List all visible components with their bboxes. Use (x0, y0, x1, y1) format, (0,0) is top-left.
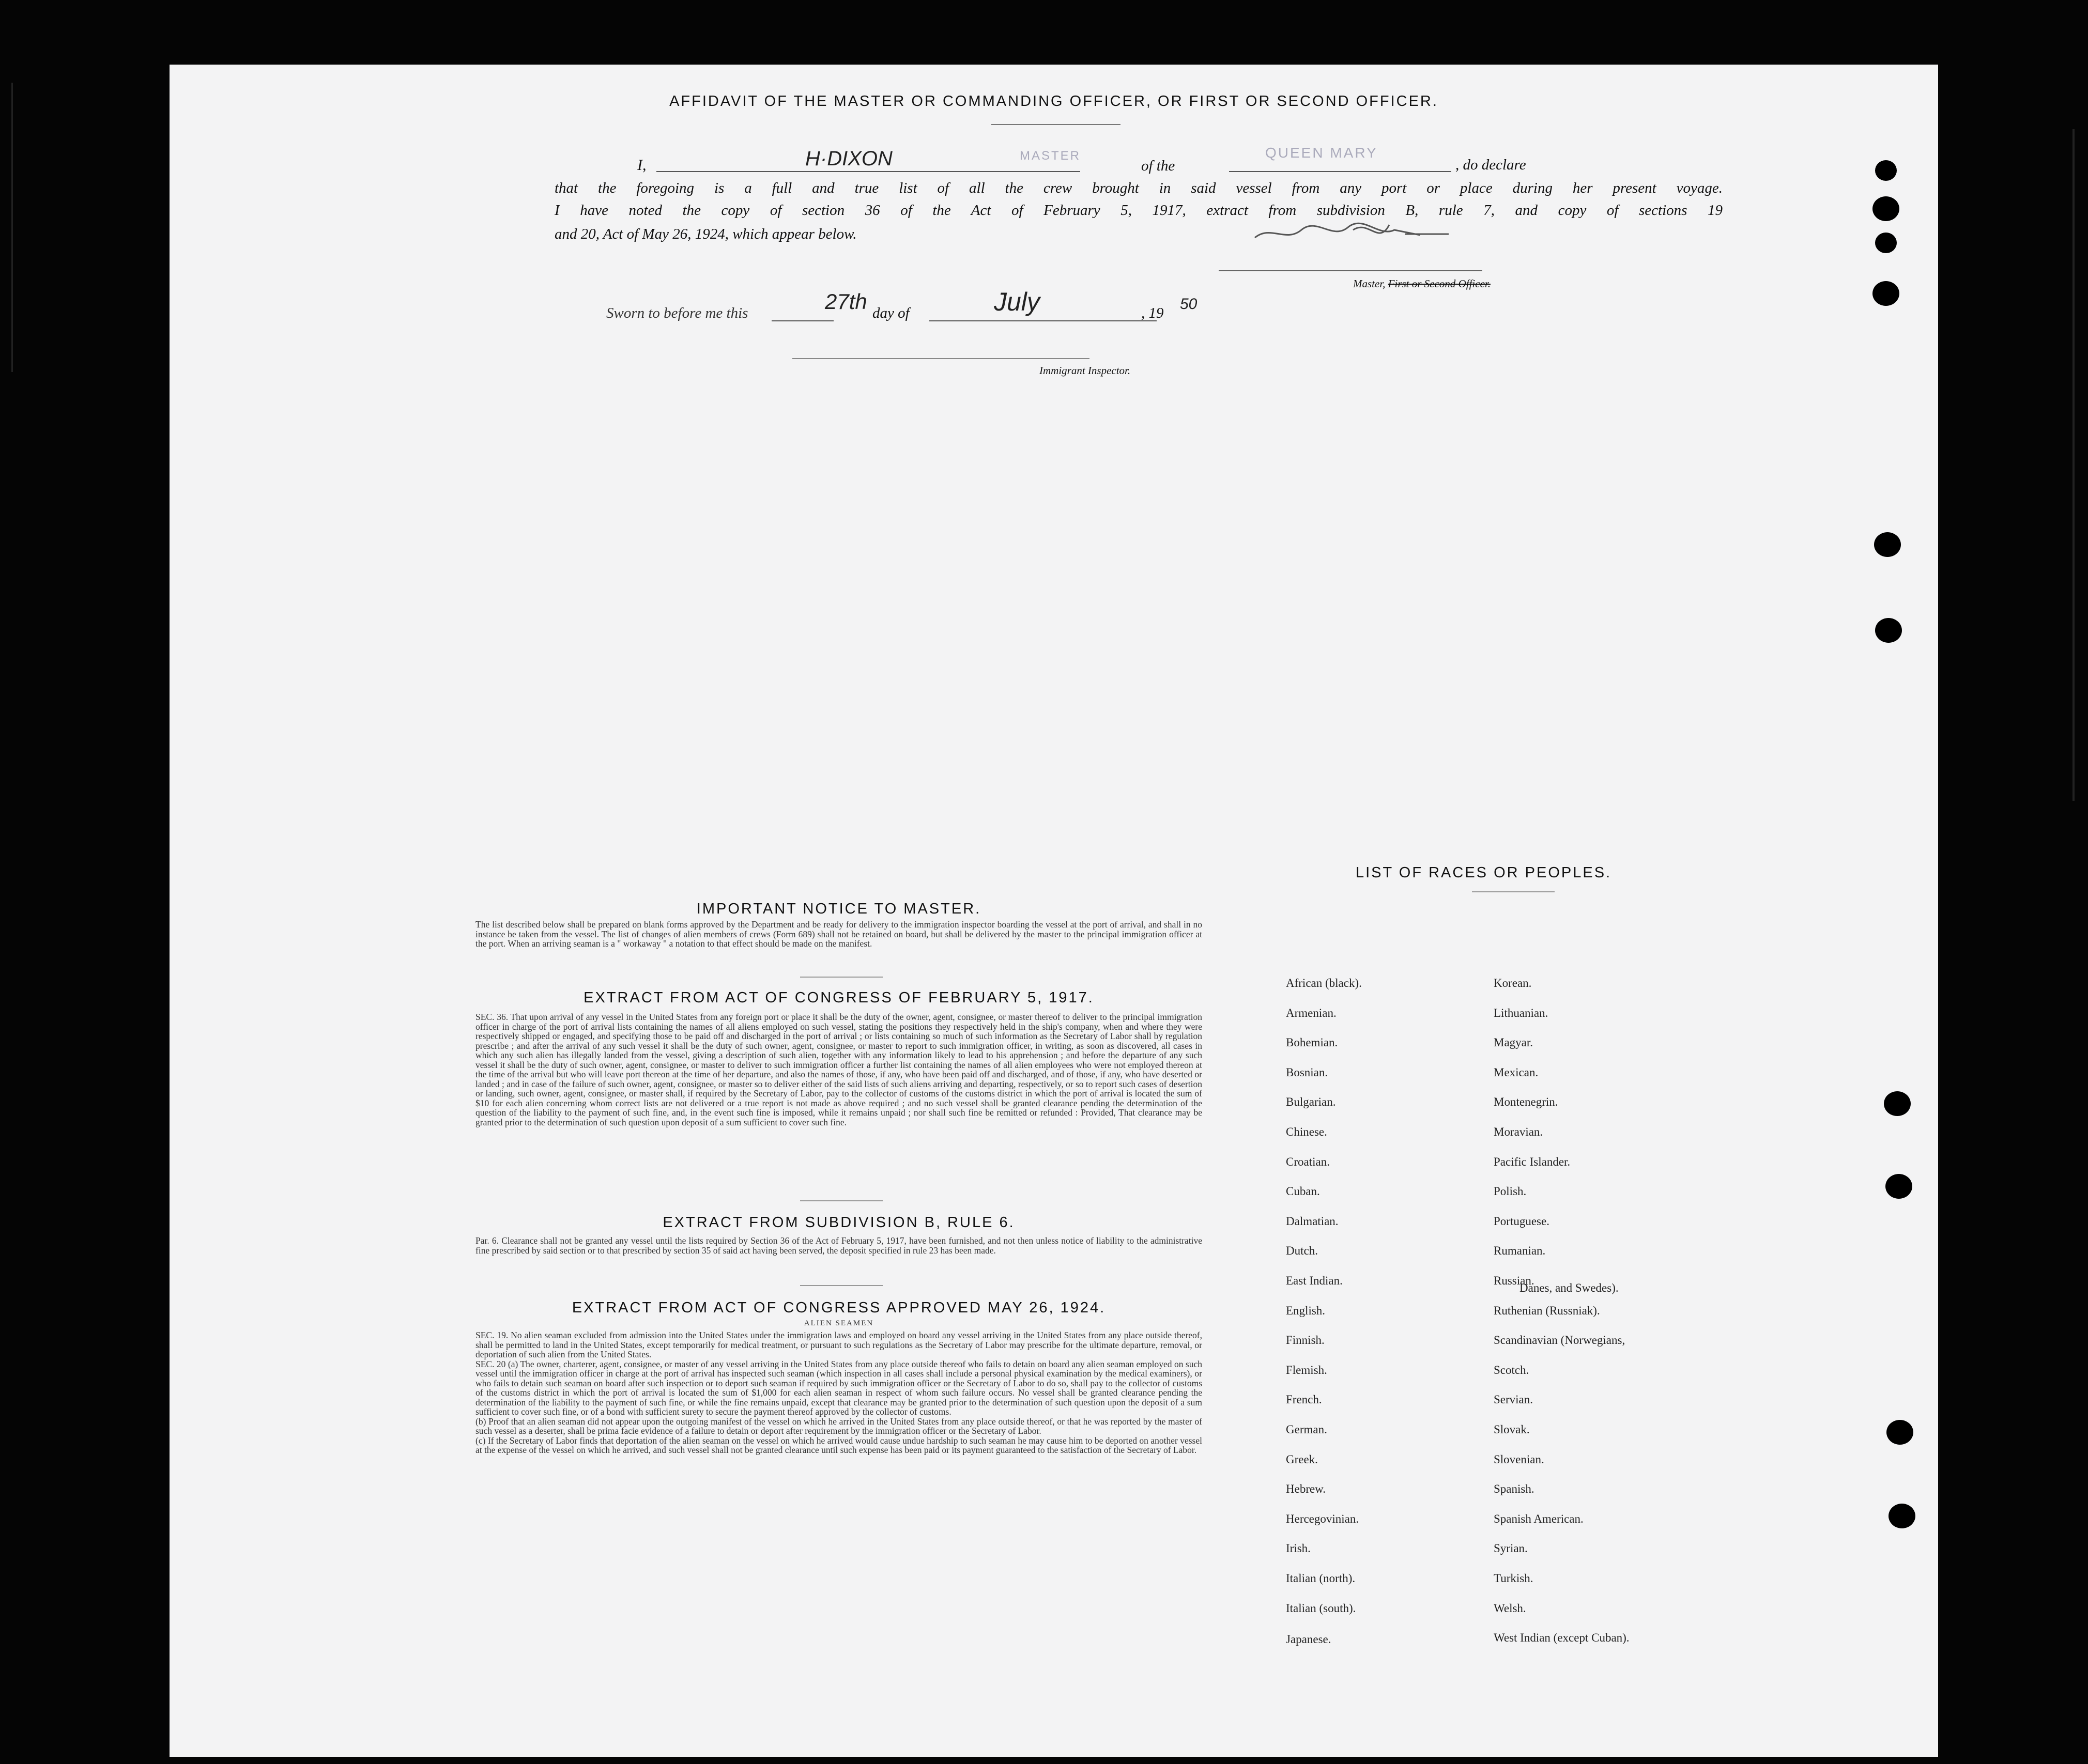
race-item: East Indian. (1286, 1274, 1343, 1287)
race-item: Lithuanian. (1494, 1006, 1548, 1019)
punch-hole (1875, 160, 1897, 181)
race-item: French. (1286, 1393, 1322, 1406)
race-item: Polish. (1494, 1185, 1527, 1198)
races-title: LIST OF RACES OR PEOPLES. (1356, 864, 1612, 881)
race-item: Spanish American. (1494, 1512, 1584, 1525)
divider-2 (800, 1200, 883, 1201)
race-item: Bosnian. (1286, 1065, 1328, 1079)
race-item: Turkish. (1494, 1572, 1533, 1585)
race-item: Syrian. (1494, 1542, 1528, 1555)
signer-caption-master: Master, (1353, 277, 1386, 290)
day-of-label: day of (872, 305, 910, 321)
race-item: Scandinavian (Norwegians, (1494, 1334, 1625, 1347)
punch-hole (1875, 618, 1902, 643)
sworn-day-line (772, 320, 834, 321)
race-item: Mexican. (1494, 1065, 1539, 1079)
rank-stamp: MASTER (1020, 149, 1081, 163)
race-item: Korean. (1494, 977, 1532, 989)
sworn-label: Sworn to before me this (606, 305, 748, 321)
race-item: Japanese. (1286, 1633, 1331, 1646)
race-item: Cuban. (1286, 1185, 1320, 1198)
race-item: African (black). (1286, 977, 1362, 989)
race-item: English. (1286, 1304, 1326, 1317)
race-item: Hercegovinian. (1286, 1512, 1359, 1525)
punch-hole (1886, 1420, 1913, 1445)
extract-1924-subtitle: ALIEN SEAMEN (804, 1319, 874, 1327)
punch-hole (1889, 1504, 1915, 1528)
punch-hole (1872, 196, 1899, 221)
name-line (656, 171, 1080, 172)
affidavit-of-the: of the (1141, 158, 1175, 174)
inspector-caption: Immigrant Inspector. (1039, 364, 1131, 377)
divider-3 (800, 1285, 883, 1286)
inspector-signature-line (792, 358, 1089, 359)
race-item: Montenegrin. (1494, 1095, 1558, 1109)
affidavit-body-line2: I have noted the copy of section 36 of the Act of February 5, 1917, extract from subdivision B, rule 7, and copy of sections 19 (555, 202, 1723, 219)
vessel-line (1229, 171, 1451, 172)
master-signature-line (1219, 270, 1482, 271)
punch-hole (1875, 233, 1897, 253)
race-item: Irish. (1286, 1542, 1311, 1555)
extract-1924-sections (475, 1330, 1202, 1455)
master-name-handwritten: H·DIXON (805, 147, 893, 170)
affidavit-do-declare: , do declare (1455, 157, 1526, 173)
race-item: Hebrew. (1286, 1482, 1326, 1496)
race-item: Slovenian. (1494, 1452, 1544, 1466)
signer-caption (1353, 277, 1491, 290)
document-page (170, 65, 1938, 1757)
punch-hole (1872, 281, 1899, 306)
race-scandinavian-continuation: Danes, and Swedes). (1519, 1281, 1619, 1294)
race-item: Dutch. (1286, 1244, 1318, 1258)
scanner-edge-right (2072, 129, 2075, 801)
affidavit-i-label: I, (637, 157, 647, 174)
sworn-month-handwritten: July (994, 287, 1040, 316)
race-item: Ruthenian (Russniak). (1494, 1304, 1600, 1317)
sec-19-text: SEC. 19. No alien seaman excluded from admission into the United States under the immigration laws and employed on board any vessel arriving in the United States from any place outside thereof, shall be permitted to land in the United States, except temporarily for medical treatment, or pursuant to such regulations as the Secretary of Labor may prescribe for the ultimate departure, removal, or deportation of such alien from the United States. (475, 1330, 1202, 1359)
affidavit-title: AFFIDAVIT OF THE MASTER OR COMMANDING OFFICER, OR FIRST OR SECOND OFFICER. (669, 93, 1438, 110)
races-underline (1472, 891, 1555, 892)
race-item: Bohemian. (1286, 1036, 1338, 1049)
race-item: Pacific Islander. (1494, 1155, 1571, 1168)
race-item: Croatian. (1286, 1155, 1330, 1168)
sworn-day-handwritten: 27th (825, 289, 867, 314)
sec-20b-text: (b) Proof that an alien seaman did not appear upon the outgoing manifest of the vessel on which he arrived in the United States from any place outside thereof, or that he was reported by the master of such vessel as a deserter, shall be prima facie evidence of a failure to detain or deport after requirement by the immigration officer or the Secretary of Labor. (475, 1416, 1202, 1436)
race-item: Armenian. (1286, 1006, 1337, 1019)
race-item: Italian (north). (1286, 1572, 1356, 1585)
master-signature (1250, 214, 1456, 251)
sec-20a-text: SEC. 20 (a) The owner, charterer, agent, consignee, or master of any vessel arriving in the United States from any place outside thereof who fails to detain on board any alien seaman employed on such vessel until the immigration officer in charge at the port of arrival has inspected such seaman (which inspection in all cases shall include a personal physical examination by the medical examiners), or who fails to detain such seaman on board after such inspection or to deport such seaman if required by such immigration officer or the Secretary of Labor to do so, shall pay to the collector of customs of the customs district in which the port of arrival is located the sum of $1,000 for each alien seaman in respect of whom such failure occurs. No vessel shall be granted clearance pending the determination of the liability to the payment of such fine, or while the fine remains unpaid, except that clearance may be granted prior to the determination of such question upon the deposit of a sum sufficient to cover such fine, or of a bond with sufficient surety to secure the payment thereof approved by the collector of customs. (475, 1358, 1202, 1417)
race-item: Moravian. (1494, 1125, 1543, 1138)
race-item: Magyar. (1494, 1036, 1533, 1049)
subdivision-text: Par. 6. Clearance shall not be granted any vessel until the lists required by Section 36 of the Act of February 5, 1917, have been furnished, and not then unless notice of liability to the administrative fine prescribed by said section or to that prescribed by section 35 of said act having been served, the deposit specified in rule 23 has been made. (475, 1235, 1202, 1256)
sec-20c-text: (c) If the Secretary of Labor finds that deportation of the alien seaman on the vessel on which he arrived would cause undue hardship to such seaman he may cause him to be deported on another vessel at the expense of the vessel on which he arrived, and such vessel shall not be granted clearance until such expense has been paid or its payment guaranteed to the satisfaction of the Secretary of Labor. (475, 1435, 1202, 1455)
race-item: Chinese. (1286, 1125, 1327, 1138)
race-item: Servian. (1494, 1393, 1533, 1406)
race-item: Rumanian. (1494, 1244, 1546, 1258)
race-item: Flemish. (1286, 1363, 1327, 1376)
race-item: German. (1286, 1423, 1327, 1436)
race-item: Dalmatian. (1286, 1214, 1339, 1228)
punch-hole (1874, 532, 1901, 557)
affidavit-body-line1: that the foregoing is a full and true list of all the crew brought in said vessel from any port or place during her present voyage. (555, 180, 1723, 196)
title-underline (991, 124, 1120, 125)
year-suffix-handwritten: 50 (1180, 296, 1197, 313)
affidavit-body-line3: and 20, Act of May 26, 1924, which appear below. (555, 226, 857, 242)
vessel-name-stamp: QUEEN MARY (1265, 145, 1378, 161)
race-item: Bulgarian. (1286, 1095, 1336, 1109)
race-item: Slovak. (1494, 1423, 1530, 1436)
race-item: Spanish. (1494, 1482, 1534, 1496)
race-item: Scotch. (1494, 1363, 1529, 1376)
sworn-month-line (929, 320, 1157, 321)
notice-text: The list described below shall be prepared on blank forms approved by the Department and be ready for delivery to the immigration inspector boarding the vessel at the port of arrival, and shall in no instance be taken from the vessel. The list of changes of alien members of crews (Form 689) shall not be retained on board, but shall be delivered by the master to the principal immigration officer at the port. When an arriving seaman is a " workaway " a notation to that effect should be made on the manifest. (475, 919, 1202, 949)
race-item: Portuguese. (1494, 1214, 1549, 1228)
extract-1924-title: EXTRACT FROM ACT OF CONGRESS APPROVED MAY 26, 1924. (572, 1299, 1106, 1316)
punch-hole (1884, 1091, 1911, 1116)
extract-1917-title: EXTRACT FROM ACT OF CONGRESS OF FEBRUARY 5, 1917. (584, 989, 1094, 1006)
divider-1 (800, 977, 883, 978)
race-item: Finnish. (1286, 1334, 1325, 1347)
signer-caption-struck: First or Second Officer. (1388, 277, 1491, 290)
extract-1917-text: SEC. 36. That upon arrival of any vessel in the United States from any foreign port or place it shall be the duty of the owner, agent, consignee, or master thereof to deliver to the principal immigration officer in charge of the port of arrival lists containing the names of all aliens employed on such vessel, stating the positions they respectively held in the ship's company, when and where they were respectively shipped or engaged, and specifying those to be paid off and discharged in the port of arrival ; or lists containing so much of such information as the Secretary of Labor shall by regulation prescribe ; and after the arrival of any such vessel it shall be the duty of such owner, agent, consignee, or master to report to such immigration officer, in writing, as soon as discovered, all cases in which any such alien has illegally landed from the vessel, giving a description of such alien, together with any information likely to lead to his apprehension ; and before the departure of any such vessel it shall be the duty of such owner, agent, consignee, or master to deliver to such immigration officer a further list containing the names of all alien employees who were not employed thereon at the time of the arrival but who will leave port thereon at the time of her departure, and also the names of those, if any, who have been paid off and discharged, and of those, if any, who have deserted or landed ; and in case of the failure of such owner, agent, consignee, or master so to deliver either of the said lists of such aliens arriving and departing, respectively, or so to report such cases of desertion or landing, such owner, agent, consignee, or master shall, if required by the Secretary of Labor, pay to the collector of customs of the customs district in which the port of arrival is located the sum of $10 for each alien concerning whom correct lists are not delivered or a true report is not made as above required ; and no such vessel shall be granted clearance pending the determination of the question of the liability to the payment of such fine, and, in the event such fine is imposed, while it remains unpaid ; nor shall such fine be remitted or refunded : Provided, That clearance may be granted prior to the determination of such question upon deposit of a sum sufficient to cover such fine. (475, 1012, 1202, 1127)
subdivision-title: EXTRACT FROM SUBDIVISION B, RULE 6. (663, 1214, 1015, 1231)
scanner-edge-left (11, 83, 13, 372)
race-item: Welsh. (1494, 1601, 1526, 1615)
race-item: Italian (south). (1286, 1601, 1356, 1615)
race-item: Russian. (1494, 1274, 1534, 1287)
notice-title: IMPORTANT NOTICE TO MASTER. (696, 901, 981, 917)
year-prefix: , 19 (1141, 305, 1164, 321)
race-item: West Indian (except Cuban). (1494, 1631, 1630, 1645)
race-item: Greek. (1286, 1452, 1318, 1466)
punch-hole (1885, 1174, 1912, 1199)
